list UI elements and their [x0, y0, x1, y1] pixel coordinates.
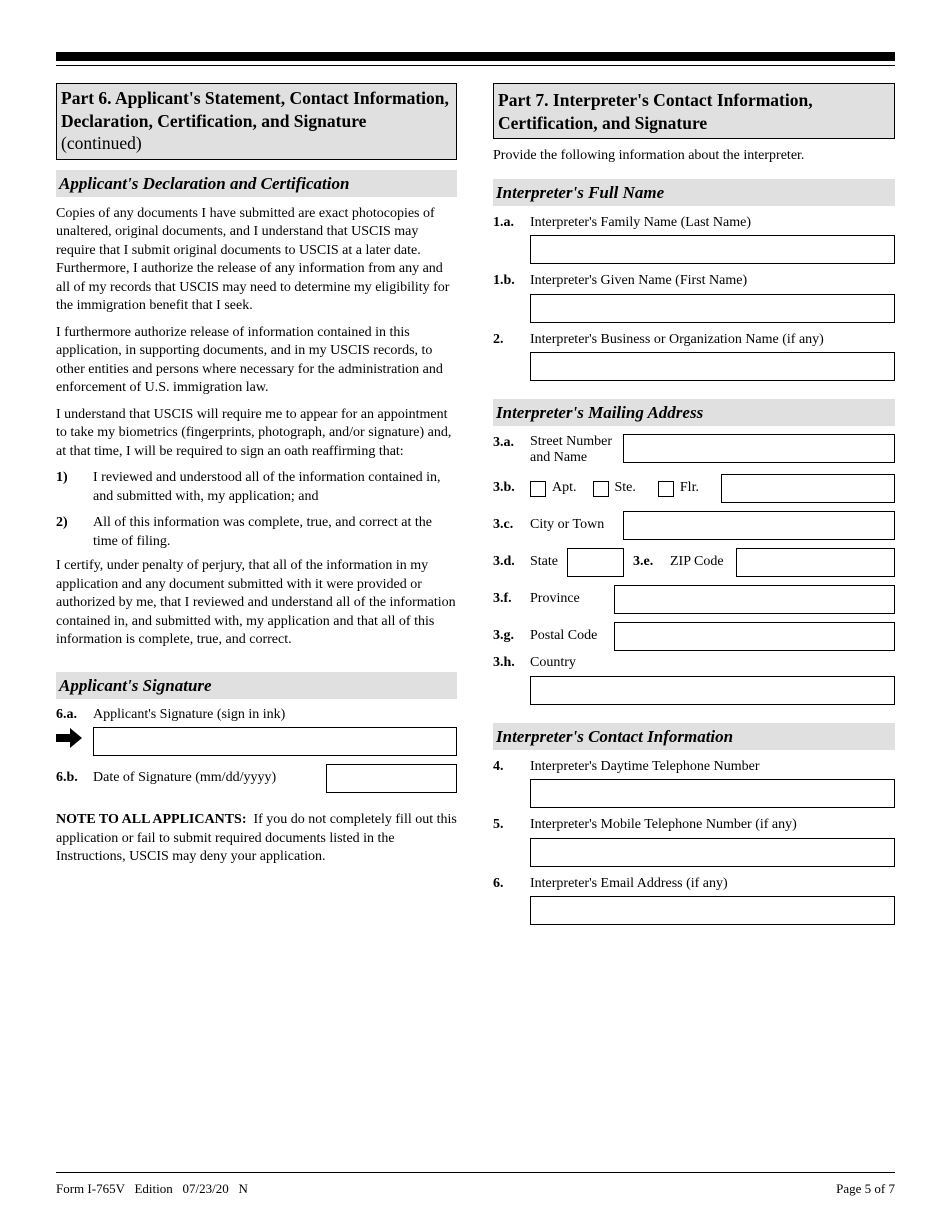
oath-item-2: [56, 514, 457, 551]
note-to-applicants: [56, 811, 461, 867]
province-row: [493, 585, 895, 614]
declaration-heading: Applicant's Declaration and Certification: [56, 170, 457, 197]
postal-code-field[interactable]: [614, 622, 895, 651]
state-zip-row: [493, 548, 895, 577]
field-number: 3.a.: [493, 435, 514, 450]
zip-label: ZIP Code: [670, 554, 724, 570]
field-number: 1.a.: [493, 214, 514, 230]
city-field[interactable]: [623, 511, 895, 540]
business-name-label: Interpreter's Business or Organization Name (if any): [530, 331, 824, 347]
top-rule-thick: [56, 52, 895, 61]
note-text: If you do not completely fill out this application or fail to submit required documents listed in the Instructions, USCIS may deny your application.: [56, 812, 461, 864]
top-rule-thin: [56, 65, 895, 66]
certification-paragraph: I certify, under penalty of perjury, that all of the information in my application and any document submitted with it were provided or authorized by me, that I reviewed and understand all of the information contained in, and submitted with, my application and that all of this information is complete, true, and correct.: [56, 558, 456, 647]
street-label-line1: Street Number: [530, 434, 613, 449]
state-label: State: [530, 554, 558, 570]
mobile-phone-label: Interpreter's Mobile Telephone Number (if any): [530, 817, 797, 832]
oath-item-number: 1): [56, 470, 68, 485]
postal-row: [493, 622, 895, 651]
apt-label: Apt.: [552, 480, 577, 496]
signature-label: Applicant's Signature (sign in ink): [93, 706, 286, 722]
address-heading: Interpreter's Mailing Address: [493, 399, 895, 426]
daytime-phone-label-row: [493, 758, 895, 777]
email-field[interactable]: [530, 896, 895, 925]
contact-heading: Interpreter's Contact Information: [493, 723, 895, 750]
declaration-paragraph-3: I understand that USCIS will require me to appear for an appointment to take my biometrics (fingerprints, photograph, and/or signature) and, at that time, I will be required to sign an oath reaffirming that:: [56, 406, 452, 459]
country-label-row: [493, 654, 895, 673]
declaration-paragraph-2: I furthermore authorize release of information contained in this application, in supporting documents, and in my USCIS records, to other entities and persons where necessary for the administration and enforcement of U.S. immigration law.: [56, 324, 443, 395]
business-name-field[interactable]: [530, 352, 895, 381]
unit-number-field[interactable]: [721, 474, 895, 503]
left-column: [56, 83, 461, 875]
business-name-label-row: [493, 331, 895, 350]
street-label: [530, 434, 623, 466]
field-number: 3.d.: [493, 554, 515, 570]
zip-field[interactable]: [736, 548, 895, 577]
street-field[interactable]: [623, 434, 895, 463]
ste-label: Ste.: [614, 480, 636, 496]
mobile-phone-label-row: [493, 816, 895, 835]
city-row: [493, 511, 895, 540]
right-column: [493, 83, 895, 925]
part7-intro: Provide the following information about the interpreter.: [493, 148, 805, 163]
mobile-phone-field[interactable]: [530, 838, 895, 867]
oath-item-1: [56, 469, 457, 506]
flr-checkbox[interactable]: [658, 481, 674, 497]
oath-item-text: All of this information was complete, true, and correct at the time of filing.: [93, 515, 433, 549]
date-row: [56, 764, 457, 793]
email-label-row: [493, 875, 895, 894]
unit-row: [493, 474, 895, 503]
country-label: Country: [530, 655, 576, 670]
field-number: 4.: [493, 758, 504, 774]
given-name-label-row: [493, 272, 895, 291]
fullname-heading: Interpreter's Full Name: [493, 179, 895, 206]
part6-continued: (continued): [61, 133, 142, 153]
country-field[interactable]: [530, 676, 895, 705]
date-label: Date of Signature (mm/dd/yyyy): [93, 770, 277, 786]
part7-title: Part 7. Interpreter's Contact Information, Certification, and Signature: [498, 90, 813, 133]
field-number: 3.c.: [493, 517, 514, 533]
street-label-line2: and Name: [530, 450, 588, 465]
part6-title: Part 6. Applicant's Statement, Contact Information, Declaration, Certification, and Signature: [61, 88, 449, 131]
footer-rule: [56, 1172, 895, 1173]
field-number: 3.f.: [493, 591, 512, 607]
signature-row: [56, 727, 457, 756]
field-number: 6.: [493, 875, 504, 891]
field-number: 6.a.: [56, 706, 77, 722]
arrow-right-icon: [56, 728, 93, 755]
email-label: Interpreter's Email Address (if any): [530, 875, 728, 891]
family-name-label: Interpreter's Family Name (Last Name): [530, 214, 751, 230]
oath-item-number: 2): [56, 515, 68, 530]
daytime-phone-label: Interpreter's Daytime Telephone Number: [530, 758, 760, 774]
field-number: 6.b.: [56, 770, 78, 786]
signature-field[interactable]: [93, 727, 457, 756]
field-number: 3.h.: [493, 655, 515, 670]
field-number: 5.: [493, 817, 504, 832]
flr-label: Flr.: [679, 480, 699, 496]
date-of-signature-field[interactable]: [326, 764, 457, 793]
field-number: 3.g.: [493, 628, 514, 644]
oath-item-text: I reviewed and understood all of the information contained in, and submitted with, my application; and: [93, 470, 441, 504]
daytime-phone-field[interactable]: [530, 779, 895, 808]
form-edition: Form I-765V Edition 07/23/20 N: [56, 1181, 248, 1196]
given-name-label: Interpreter's Given Name (First Name): [530, 273, 748, 288]
field-number: 2.: [493, 331, 504, 347]
note-label: NOTE TO ALL APPLICANTS:: [56, 812, 247, 827]
province-label: Province: [530, 591, 580, 607]
city-label: City or Town: [530, 517, 605, 533]
part6-header: [56, 83, 457, 160]
ste-checkbox[interactable]: [593, 481, 609, 497]
signature-label-row: [56, 706, 457, 725]
page-number: Page 5 of 7: [836, 1181, 895, 1196]
apt-checkbox[interactable]: [530, 481, 546, 497]
field-number: 3.e.: [633, 554, 654, 570]
street-row: [493, 434, 895, 466]
family-name-label-row: [493, 214, 895, 233]
state-field[interactable]: [567, 548, 624, 577]
signature-heading: Applicant's Signature: [56, 672, 457, 699]
family-name-field[interactable]: [530, 235, 895, 264]
province-field[interactable]: [614, 585, 895, 614]
part7-header: [493, 83, 895, 139]
given-name-field[interactable]: [530, 294, 895, 323]
field-number: 1.b.: [493, 273, 515, 288]
declaration-paragraph-1: Copies of any documents I have submitted are exact photocopies of unaltered, original documents, and I understand that USCIS may require that I submit original documents to USCIS at a later date. Furthermore, I authorize the release of any information from any and all of my records that USCIS may need to determine my eligibility for the immigration benefit that I seek.: [56, 205, 450, 313]
postal-label: Postal Code: [530, 628, 598, 644]
field-number: 3.b.: [493, 480, 515, 496]
